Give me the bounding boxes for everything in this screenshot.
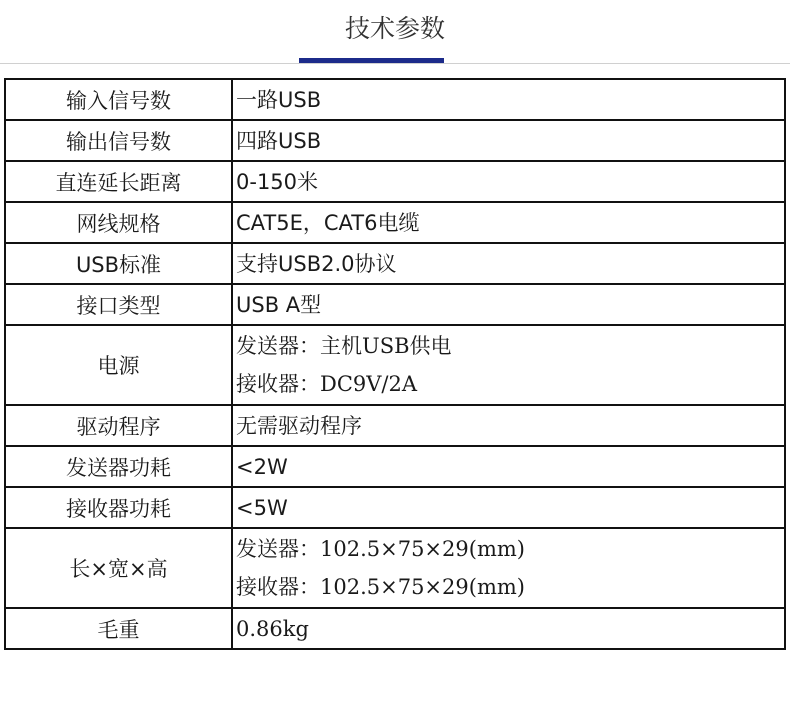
spec-row-input-signals	[5, 79, 785, 120]
spec-row-output-signals	[5, 120, 785, 161]
spec-key: USB标准	[5, 243, 232, 284]
spec-value-line: 0.86kg	[236, 616, 309, 641]
spec-key: 接收器功耗	[5, 487, 232, 528]
spec-row-rx-power	[5, 487, 785, 528]
spec-key: 发送器功耗	[5, 446, 232, 487]
spec-row-interface	[5, 284, 785, 325]
spec-value-line: 四路USB	[236, 128, 322, 153]
spec-value	[232, 608, 785, 649]
spec-key: 驱动程序	[5, 405, 232, 446]
header-divider	[0, 63, 790, 64]
spec-row-driver	[5, 405, 785, 446]
spec-row-usb-standard	[5, 243, 785, 284]
spec-value	[232, 284, 785, 325]
spec-value-line: USB A型	[236, 292, 322, 317]
spec-value-line: 一路USB	[236, 87, 322, 112]
spec-table	[4, 78, 786, 650]
spec-value	[232, 405, 785, 446]
spec-value-line: 接收器：102.5×75×29(mm)	[236, 575, 525, 599]
section-header	[0, 0, 790, 64]
spec-key: 输入信号数	[5, 79, 232, 120]
spec-key: 毛重	[5, 608, 232, 649]
spec-key: 输出信号数	[5, 120, 232, 161]
spec-row-tx-power	[5, 446, 785, 487]
spec-value	[232, 528, 785, 608]
spec-row-distance	[5, 161, 785, 202]
section-title: 技术参数	[344, 14, 445, 43]
spec-value-line: 0-150米	[236, 169, 319, 194]
spec-value	[232, 325, 785, 405]
spec-value	[232, 79, 785, 120]
spec-value	[232, 446, 785, 487]
spec-key: 直连延长距离	[5, 161, 232, 202]
spec-value-line: 发送器：102.5×75×29(mm)	[236, 537, 525, 561]
spec-value	[232, 487, 785, 528]
spec-value-line: 支持USB2.0协议	[236, 251, 397, 276]
spec-key: 长×宽×高	[5, 528, 232, 608]
spec-row-cable	[5, 202, 785, 243]
spec-value-line: 发送器：主机USB供电	[236, 334, 452, 358]
spec-value	[232, 243, 785, 284]
spec-key: 接口类型	[5, 284, 232, 325]
spec-row-dimensions	[5, 528, 785, 608]
spec-row-power	[5, 325, 785, 405]
spec-row-weight	[5, 608, 785, 649]
spec-value-line: <2W	[236, 454, 288, 479]
spec-value-line: 无需驱动程序	[236, 413, 362, 438]
spec-value	[232, 202, 785, 243]
spec-value	[232, 120, 785, 161]
spec-key: 网线规格	[5, 202, 232, 243]
spec-key: 电源	[5, 325, 232, 405]
spec-value-line: 接收器：DC9V/2A	[236, 372, 418, 396]
spec-value	[232, 161, 785, 202]
spec-value-line: CAT5E，CAT6电缆	[236, 210, 420, 235]
spec-value-line: <5W	[236, 495, 288, 520]
